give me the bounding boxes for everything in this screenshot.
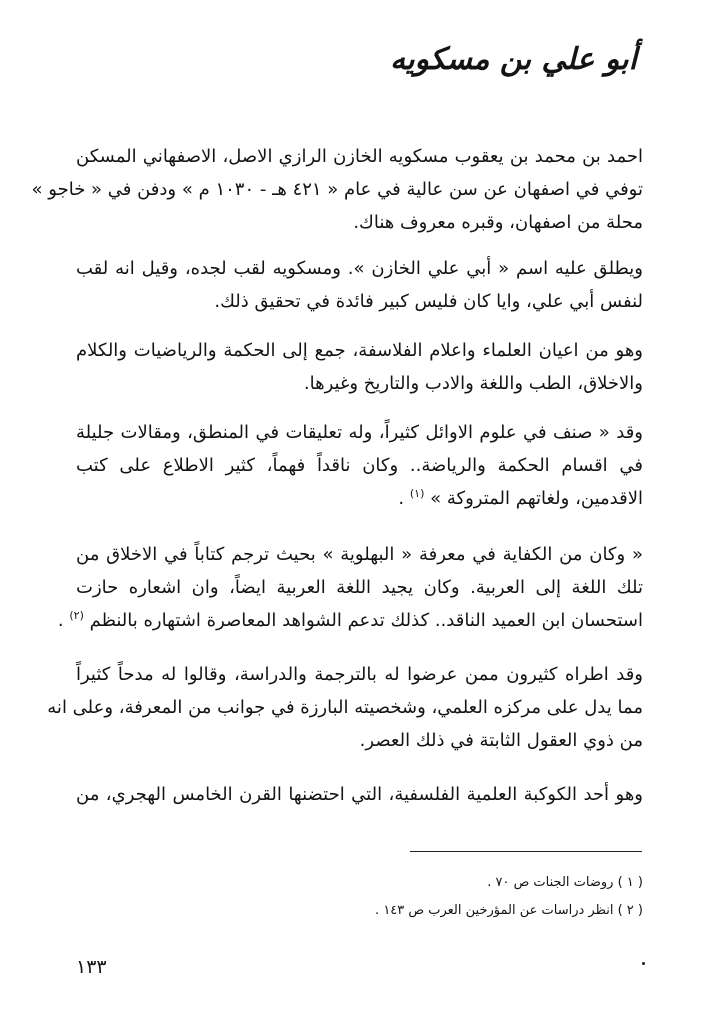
text-line: وهو أحد الكوكبة العلمية الفلسفية، التي احتضنها القرن الخامس الهجري، من [76,784,643,805]
text-line: ويطلق عليه اسم « أبي علي الخازن ». ومسكويه لقب لجده، وقيل انه لقب [76,258,643,279]
line-text: الاقدمين، ولغاتهم المتروكة » [430,488,643,509]
text-line: توفي في اصفهان عن سن عالية في عام « ٤٢١ هـ - ١٠٣٠ م » ودفن في « خاجو » [31,179,643,200]
footnote-2: ( ٢ ) انظر دراسات عن المؤرخين العرب ص ١٤٣ . [375,903,643,918]
print-mark [642,962,645,965]
footnote-1: ( ١ ) روضات الجنات ص ٧٠ . [487,875,643,890]
paragraph-2 [76,252,643,318]
page-title: أبو علي بن مسكويه [390,42,637,77]
text-line: وهو من اعيان العلماء واعلام الفلاسفة، جمع إلى الحكمة والرياضيات والكلام [76,340,643,361]
text-line: احمد بن محمد بن يعقوب مسكويه الخازن الرازي الاصل، الاصفهاني المسكن [76,146,643,167]
paragraph-6 [47,658,643,757]
text-line: والاخلاق، الطب واللغة والادب والتاريخ وغيرها. [303,373,643,394]
text-line [76,482,643,515]
full-stop: . [398,488,405,509]
text-line: تلك اللغة إلى العربية. وكان يجيد اللغة العربية ايضاً، وان اشعاره حازت [76,577,643,598]
paragraph-1 [31,140,643,239]
text-line: لنفس أبي علي، وايا كان فليس كبير فائدة في تحقيق ذلك. [214,291,643,312]
full-stop: . [57,610,64,631]
footnotes [243,869,643,925]
paragraph-5 [57,538,643,637]
line-text: استحسان ابن العميد الناقد.. كذلك تدعم الشواهد المعاصرة اشتهاره بالنظم [89,610,643,631]
paragraph-7 [76,778,643,811]
text-line: مما يدل على مركزه العلمي، وشخصيته البارزة في جوانب من المعرفة، وعلى انه [47,697,643,718]
footnote-reference-1: (١) [409,487,425,500]
paragraph-4 [76,416,643,515]
text-line: من ذوي العقول الثابتة في ذلك العصر. [359,730,643,751]
text-line [57,604,643,637]
text-line: وقد اطراه كثيرون ممن عرضوا له بالترجمة والدراسة، وقالوا له مدحاً كثيراً [76,664,643,685]
page-number: ١٣٣ [76,956,107,978]
text-line: في اقسام الحكمة والرياضة.. وكان ناقداً فهماً، كثير الاطلاع على كتب [76,455,643,476]
text-line: محلة من اصفهان، وقبره معروف هناك. [353,212,643,233]
text-line: وقد « صنف في علوم الاوائل كثيراً، وله تعليقات في المنطق، ومقالات جليلة [76,422,643,443]
paragraph-3 [76,334,643,400]
footnote-reference-2: (٢) [69,609,84,622]
footnote-separator [410,851,642,852]
text-line: « وكان من الكفاية في معرفة « البهلوية » بحيث ترجم كتاباً في الاخلاق من [76,544,643,565]
